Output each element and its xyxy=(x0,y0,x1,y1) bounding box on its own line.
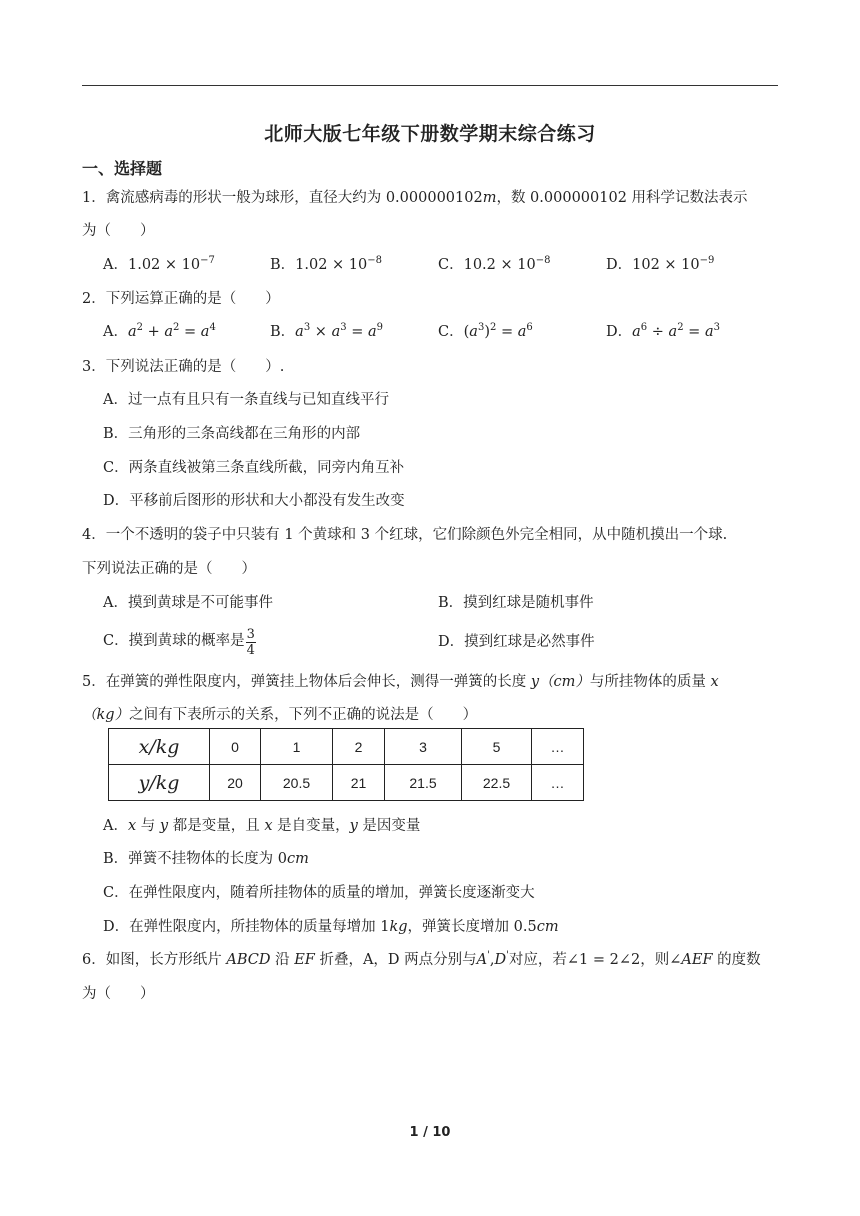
q2-option-c: C．$(a^3)^2 = a^6$ xyxy=(438,322,533,340)
q4-option-d: D．摸到红球是必然事件 xyxy=(438,634,595,650)
q1-unit: m xyxy=(482,190,497,206)
question-4-text-line2: 下列说法正确的是（ ） xyxy=(82,561,256,577)
var-ef: EF xyxy=(294,952,315,968)
q1-option-d xyxy=(606,253,714,274)
q2-option-a: A．$a^2 + a^2 = a^4$ xyxy=(103,322,216,340)
option-text: 与 xyxy=(136,818,160,834)
unit-cm: cm xyxy=(287,851,309,867)
section-heading: 一、选择题 xyxy=(82,159,163,178)
q1-text-b: ，数 0.000000102 用科学记数法表示 xyxy=(496,190,748,206)
unit-cm: （cm） xyxy=(539,674,590,690)
option-text: C．摸到黄球的概率是 xyxy=(103,633,245,649)
q5-option-d xyxy=(103,915,559,936)
q6-text-e: 的度数 xyxy=(712,952,761,968)
q5-text-b: 与所挂物体的质量 xyxy=(589,674,711,690)
option-value: 1.02 × 10 xyxy=(127,257,201,273)
fraction-numerator: 3 xyxy=(246,627,255,642)
unit-kg: kg xyxy=(389,919,408,935)
q1-option-c xyxy=(438,253,550,274)
q5-text-a: 5．在弹簧的弹性限度内，弹簧挂上物体后会伸长，测得一弹簧的长度 xyxy=(82,674,531,690)
q1-option-b xyxy=(270,253,382,274)
var-x: x xyxy=(264,818,273,834)
q2-option-d: D．$a^6 \div a^2 = a^3$ xyxy=(606,322,720,340)
question-2-text: 2．下列运算正确的是（ ） xyxy=(82,291,280,307)
question-5-text xyxy=(82,670,719,691)
table-cell: 3 xyxy=(385,729,462,765)
option-label: D． xyxy=(606,324,633,340)
option-text: 是自变量， xyxy=(272,818,350,834)
table-cell: 21 xyxy=(333,765,385,801)
q5-option-a xyxy=(103,814,420,835)
table-cell: … xyxy=(532,729,584,765)
table-cell: 20.5 xyxy=(261,765,333,801)
q1-text-a: 1．禽流感病毒的形状一般为球形，直径大约为 0.000000102 xyxy=(82,190,483,206)
option-label: B． xyxy=(270,324,296,340)
option-label: B． xyxy=(270,257,296,273)
table-header-cell: y/kg xyxy=(109,765,210,801)
table-header-cell: x/kg xyxy=(109,729,210,765)
header-rule xyxy=(82,85,778,86)
option-label: C． xyxy=(438,257,464,273)
q6-text-a: 6．如图，长方形纸片 xyxy=(82,952,227,968)
var-a-prime: A xyxy=(476,952,488,968)
fraction xyxy=(246,627,256,658)
question-3-text: 3．下列说法正确的是（ ）. xyxy=(82,359,285,375)
option-exponent: −8 xyxy=(367,255,383,266)
var-y: y xyxy=(159,818,169,834)
table-cell: 0 xyxy=(210,729,261,765)
q1-option-a xyxy=(103,253,215,274)
q4-option-c xyxy=(103,627,256,658)
option-text: B．弹簧不挂物体的长度为 0 xyxy=(103,851,287,867)
table-cell: 2 xyxy=(333,729,385,765)
table-cell: 22.5 xyxy=(462,765,532,801)
q3-option-a: A．过一点有且只有一条直线与已知直线平行 xyxy=(103,392,389,408)
unit-kg: （kg） xyxy=(82,707,130,723)
table-cell: 21.5 xyxy=(385,765,462,801)
question-1-text-line2: 为（ ） xyxy=(82,223,155,239)
option-label: D． xyxy=(606,257,633,273)
option-text: ，弹簧长度增加 0.5 xyxy=(407,919,537,935)
q2-option-b: B．$a^3 \times a^3 = a^9$ xyxy=(270,322,383,340)
option-text: A． xyxy=(103,818,128,834)
q4-option-a: A．摸到黄球是不可能事件 xyxy=(103,595,273,611)
q3-option-d: D．平移前后图形的形状和大小都没有发生改变 xyxy=(103,493,405,509)
q6-text-c: 折叠，A，D 两点分别与 xyxy=(314,952,477,968)
q5-text-c: 之间有下表所示的关系，下列不正确的说法是（ ） xyxy=(129,707,478,723)
option-value: 1.02 × 10 xyxy=(295,257,368,273)
table-row xyxy=(109,729,584,765)
page-number: 1 / 10 xyxy=(409,1125,451,1140)
q5-option-b xyxy=(103,847,309,868)
option-exponent: −8 xyxy=(535,255,551,266)
question-1-text xyxy=(82,186,748,207)
question-6-text: 6．如图，长方形纸片 ABCD 沿 EF 折叠，A，D 两点分别与A',D'对应，若∠1 = 2∠2，则∠AEF 的度数 xyxy=(82,950,761,968)
unit-cm: cm xyxy=(536,919,559,935)
q4-option-b: B．摸到红球是随机事件 xyxy=(438,595,594,611)
q3-option-c: C．两条直线被第三条直线所截，同旁内角互补 xyxy=(103,460,405,476)
fraction-denominator: 4 xyxy=(246,643,255,658)
option-value: 102 × 10 xyxy=(632,257,700,273)
option-label: A． xyxy=(103,324,128,340)
q6-text-b: 沿 xyxy=(270,952,295,968)
q6-text-d: 对应，若∠1 = 2∠2，则∠ xyxy=(508,952,682,968)
option-text: 都是变量，且 xyxy=(168,818,265,834)
var-x: x xyxy=(127,818,137,834)
table-cell: 1 xyxy=(261,729,333,765)
q5-option-c: C．在弹性限度内，随着所挂物体的质量的增加，弹簧长度逐渐变大 xyxy=(103,885,535,901)
question-6-text-line2: 为（ ） xyxy=(82,986,155,1002)
q3-option-b: B．三角形的三条高线都在三角形的内部 xyxy=(103,426,361,442)
table-row xyxy=(109,765,584,801)
table-cell: 20 xyxy=(210,765,261,801)
table-cell: … xyxy=(532,765,584,801)
option-exponent: −7 xyxy=(200,255,215,266)
option-value: 10.2 × 10 xyxy=(463,257,536,273)
var-y: y xyxy=(530,674,540,690)
option-text: 是因变量 xyxy=(357,818,421,834)
var-d-prime: D xyxy=(494,952,507,968)
var-y: y xyxy=(349,818,358,834)
table-cell: 5 xyxy=(462,729,532,765)
question-5-text-line2 xyxy=(82,703,477,724)
data-table xyxy=(108,728,584,801)
option-label: A． xyxy=(103,257,128,273)
var-aef: AEF xyxy=(681,952,713,968)
question-4-text: 4．一个不透明的袋子中只装有 1 个黄球和 3 个红球，它们除颜色外完全相同，从中随机摸出一个球. xyxy=(82,527,728,543)
page-title: 北师大版七年级下册数学期末综合练习 xyxy=(264,123,596,145)
var-abcd: ABCD xyxy=(226,952,271,968)
option-label: C． xyxy=(438,324,464,340)
option-exponent: −9 xyxy=(699,255,715,266)
var-x: x xyxy=(710,674,719,690)
option-text: D．在弹性限度内，所挂物体的质量每增加 1 xyxy=(103,919,390,935)
